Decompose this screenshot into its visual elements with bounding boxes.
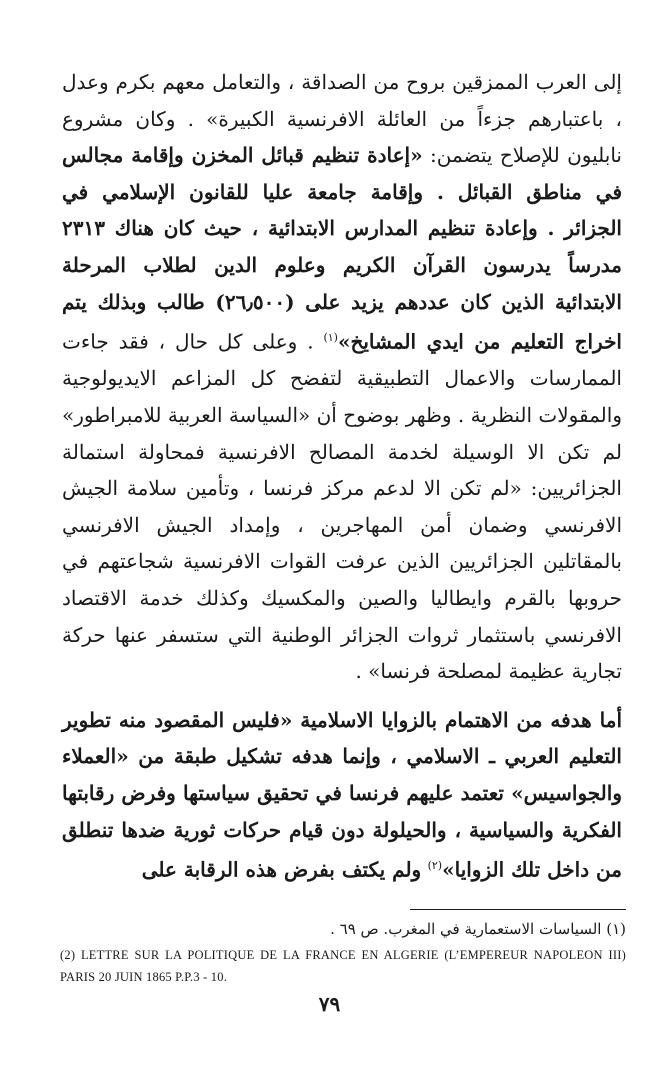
footnote-ref: (١) (323, 331, 338, 345)
bold-text-run: أما هدفه من الاهتمام بالزوايا الاسلامية «فليس المقصود منه تطوير التعليم العربي ـ الاسلامي ، وإنما هدفه تشكيل طبقة من «العملاء والجواسيس» تعتمد عليهم فرنسا في تحقيق سياستها وفرض رقابتها الفكرية والسياسية ، والحيلولة دون قيام حركات ثورية ضدها تنطلق من داخل تلك الزوايا» (62, 707, 622, 882)
bold-text-run: «إعادة تنظيم قبائل المخزن وإقامة مجالس في مناطق القبائل . وإقامة جامعة عليا للقانون الإسلامي في الجزائر . وإعادة تنظيم المدارس الابتدائية ، حيث كان هناك ٢٣١٣ مدرساً يدرسون القرآن الكريم وعلوم الدين لطلاب المرحلة الابتدائية الذين كان عددهم يزيد على (٢٦٫٥٠٠) طالب وبذلك يتم اخراج التعليم من ايدي المشايخ» (62, 143, 622, 354)
bold-text-run: ولم يكتف بفرض هذه الرقابة على (141, 857, 422, 882)
footnote-divider (410, 909, 626, 910)
paragraph-1 (62, 64, 622, 690)
page-number: ٧٩ (318, 992, 341, 1016)
text-run: . وعلى كل حال ، فقد جاءت الممارسات والاعمال التطبيقية لتفضح كل المزاعم الايديولوجية والمقولات النظرية . وظهر بوضوح أن «السياسة العربية للامبراطور» لم تكن الا الوسيلة لخدمة المصالح الافرنسية فمحاولة استمالة الجزائريين: «لم تكن الا لدعم مركز فرنسا ، وتأمين سلامة الجيش الافرنسي وضمان أمن المهاجرين ، وإمداد الجيش الافرنسي بالمقاتلين الجزائريين الذين عرفت القوات الافرنسية شجاعتهم في حروبها بالقرم وايطاليا والصين والمكسيك وكذلك خدمة الاقتصاد الافرنسي باستثمار ثروات الجزائر الوطنية التي ستسفر عنها حركة تجارية عظيمة لمصلحة فرنسا» . (62, 329, 622, 684)
footnote-2: (2) LETTRE SUR LA POLITIQUE DE LA FRANCE EN ALGERIE (L’EMPEREUR NAPOLEON III) PARIS 20 JUIN 1865 P.P.3 - 10. (60, 948, 626, 984)
text-run: إلى العرب الممزقين بروح من الصداقة ، والتعامل معهم بكرم وعدل ، باعتبارهم جزءاً من العائلة الافرنسية الكبيرة» . وكان مشروع نابليون للإصلاح يتضمن: (62, 70, 622, 168)
footnote-1: (١) السياسات الاستعمارية في المغرب. ص ٦٩ . (330, 920, 626, 938)
body-text (62, 64, 622, 888)
footnote-ref: (٢) (427, 859, 443, 873)
paragraph-2 (62, 702, 622, 889)
